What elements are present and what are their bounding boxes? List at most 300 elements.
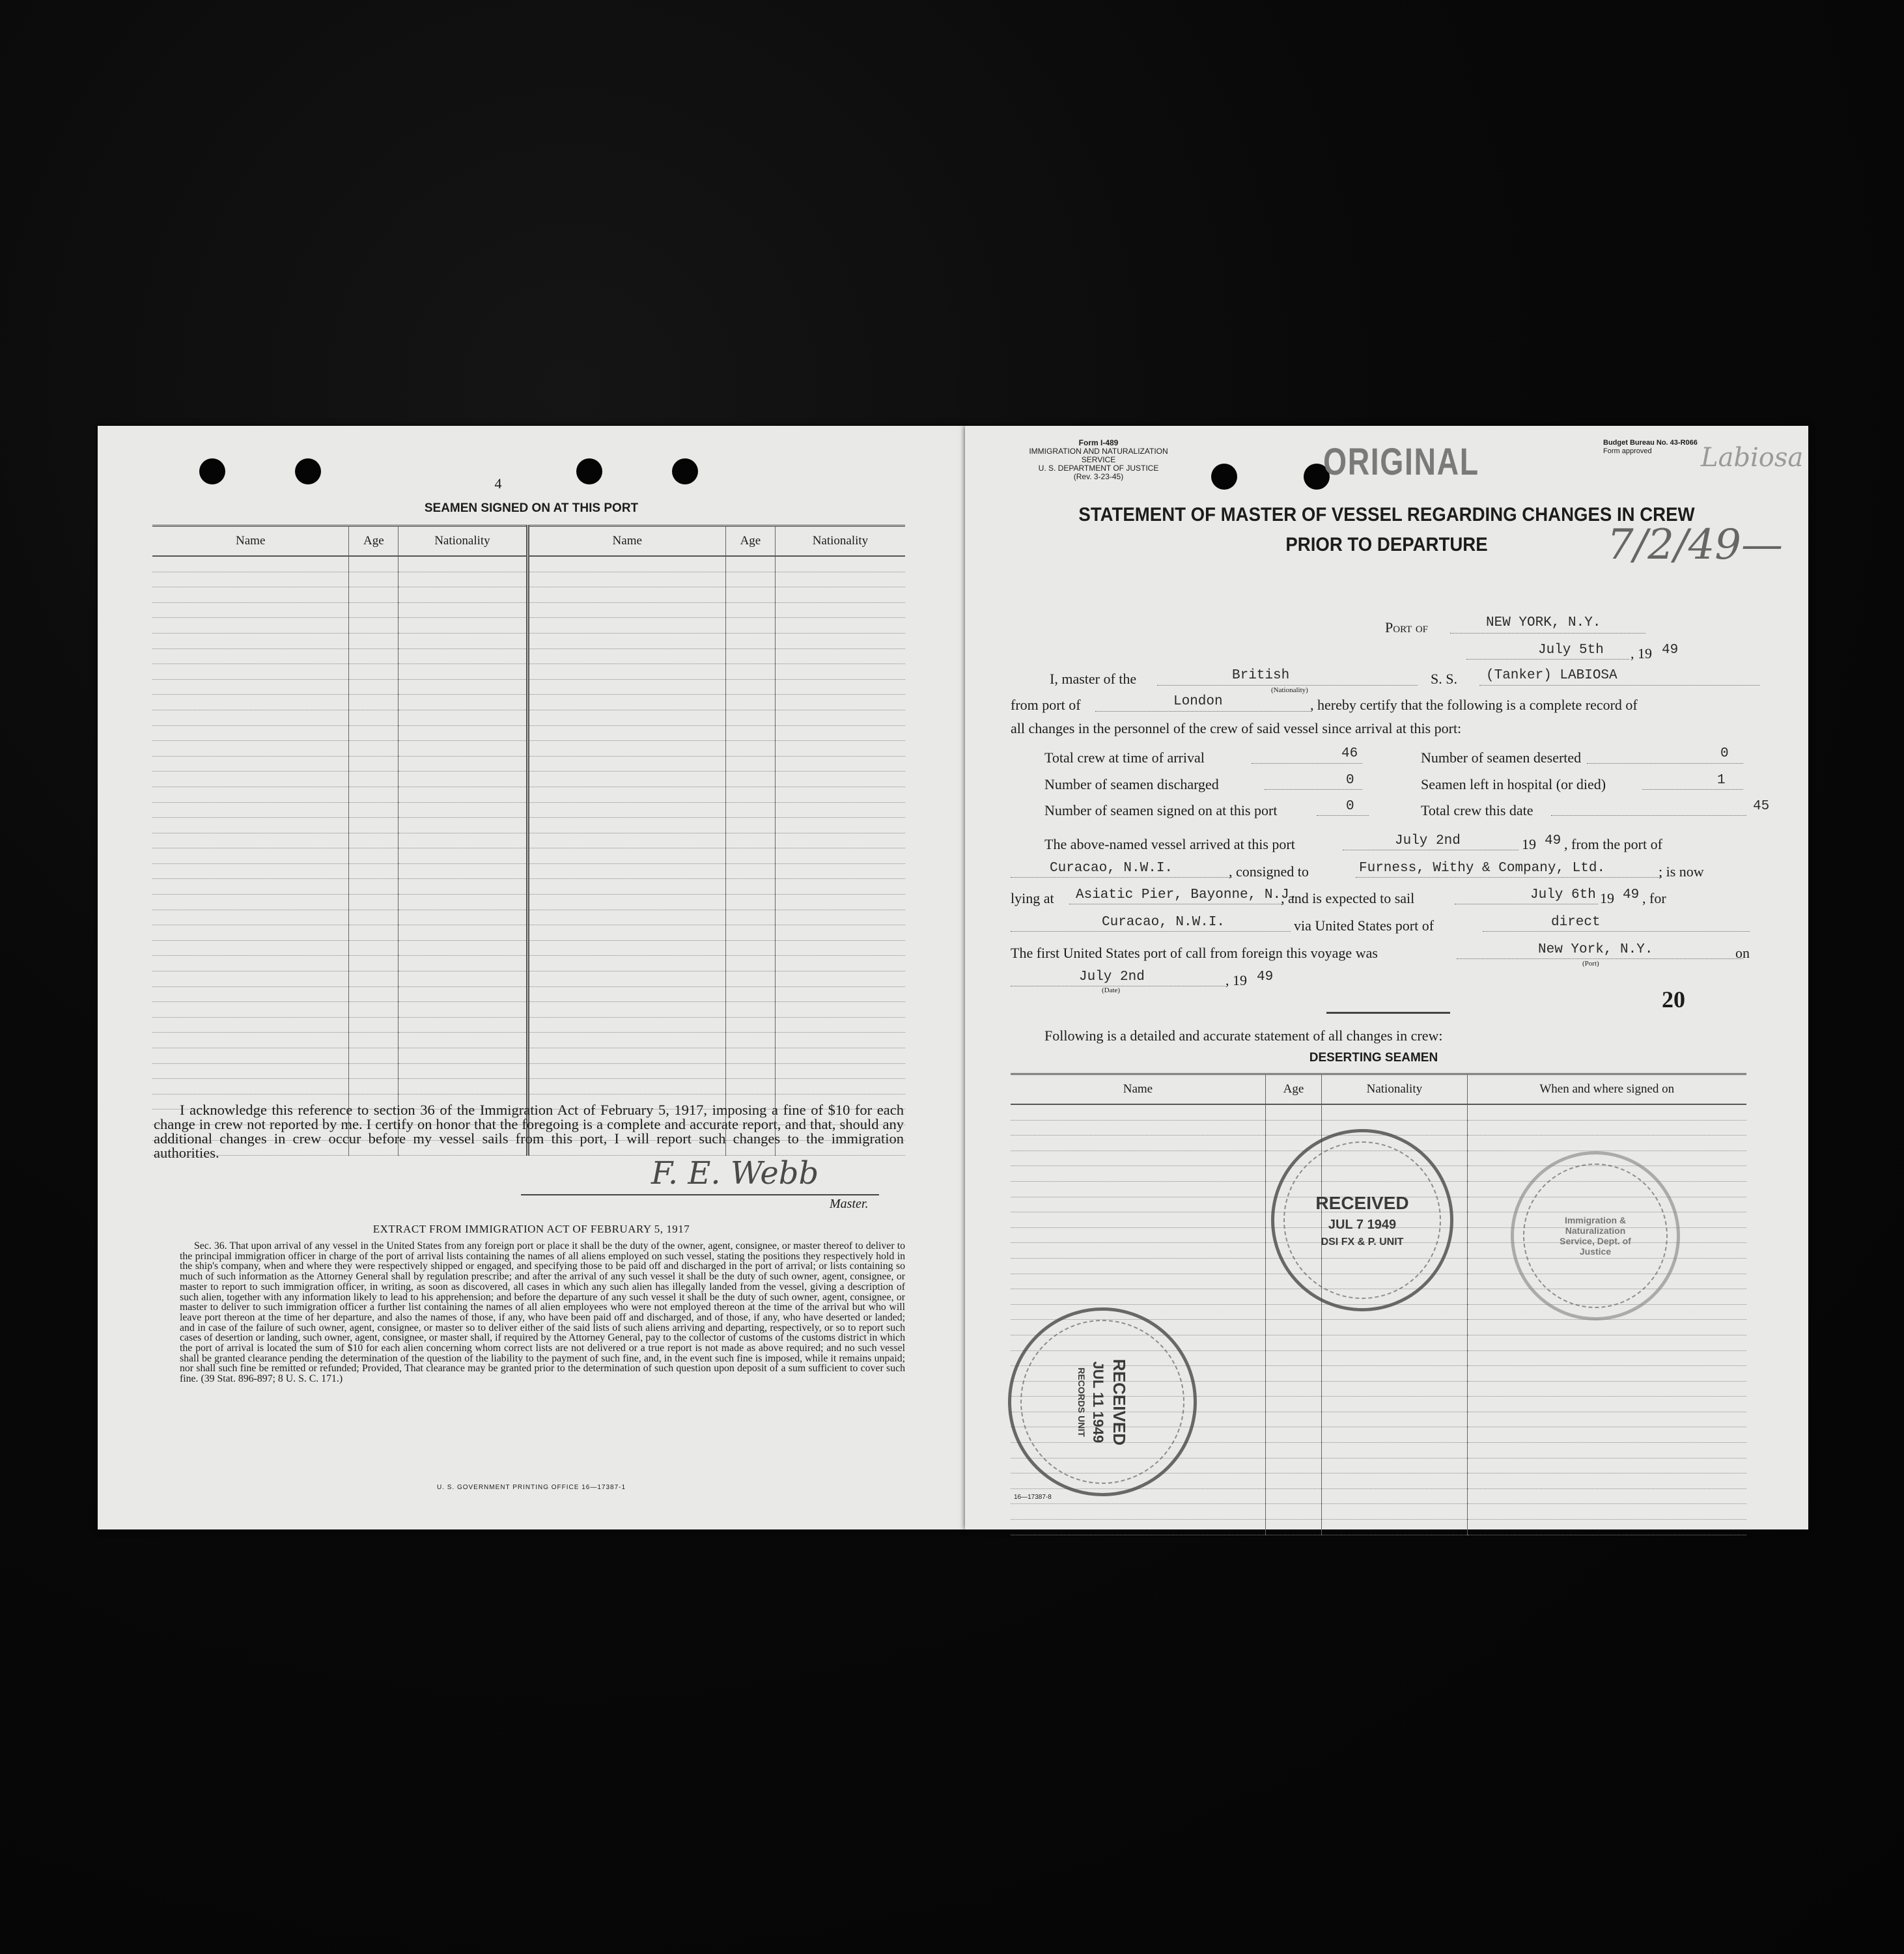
port-value: NEW YORK, N.Y. [1486, 615, 1601, 630]
table-cell [725, 1048, 775, 1064]
table-cell [775, 602, 905, 618]
table-cell [152, 848, 349, 864]
table-cell [349, 633, 399, 649]
table-cell [152, 1017, 349, 1033]
extract-text: Sec. 36. That upon arrival of any vessel in the United States from any foreign port or place it shall be the duty of the owner, agent, consignee, or master thereof to deliver to the principal immigration officer in charge of the port of arrival lists containing the names of all aliens employed on such vessel, stating the positions they respectively hold in the ship's company, when and where they were respectively shipped or engaged, and specifying those to be paid off and discharged in the port of arrival; or lists containing so much of such information as the Attorney General shall by regulation prescribe; and after the arrival of any such vessel it shall be the duty of such owner, agent, consignee, or master to report to such immigration officer, in writing, as soon as discovered, all cases in which any such alien has illegally landed from the vessel, giving a description of such alien, together with any information likely to lead to his apprehension; and before the departure of any such vessel it shall be the duty of such owner, agent, consignee, or master to deliver to such immigration officer a further list containing the names of all alien employees who were not employed thereon at the time of the arrival but who will leave port thereon at the time of her departure, and also the names of those, if any, who have been paid off and discharged, and of those, if any, who have deserted or landed; and in case of the failure of such owner, agent, consignee, or master so to deliver either of the said lists of such aliens arriving and departing, respectively, or so to report such cases of desertion or landing, such owner, agent, consignee, or master shall, if required by the Attorney General, pay to the collector of customs of the customs district in which the port of arrival is located the sum of $10 for each alien concerning whom correct lists are not delivered or a true report is not made as above required; and no such vessel shall be granted clearance pending the determination of the question of the liability to the payment of such fine, and, in the event such fine is imposed, while it remains unpaid; nor shall such fine be remitted or refunded; Provided, That clearance may be granted prior to the determination of such question upon deposit of a sum sufficient to cover such fine. (39 Stat. 896-897; 8 U. S. C. 171.) [180, 1240, 905, 1385]
table-cell [349, 741, 399, 757]
destination: Curacao, N.W.I. [1102, 915, 1225, 930]
table-cell [349, 1079, 399, 1095]
table-row [152, 833, 905, 848]
printing-code: 16—17387-8 [1014, 1494, 1052, 1501]
title-line1: STATEMENT OF MASTER OF VESSEL REGARDING CHANGES IN CREW [1078, 504, 1695, 525]
certify-text: , hereby certify that the following is a complete record of [1310, 697, 1638, 713]
table-cell [1011, 1120, 1265, 1136]
table-cell [775, 618, 905, 634]
table-cell [775, 787, 905, 802]
arrived-label: The above-named vessel arrived at this port [1044, 836, 1295, 852]
form-header [1017, 439, 1180, 481]
table-cell [349, 1048, 399, 1064]
table-cell [399, 848, 527, 864]
table-cell [775, 895, 905, 910]
column-header: Age [1265, 1074, 1321, 1105]
first-year: 49 [1257, 970, 1274, 984]
table-cell [1322, 1366, 1467, 1382]
table-cell [725, 787, 775, 802]
table-row [152, 802, 905, 818]
table-cell [527, 1033, 725, 1048]
table-cell [1011, 1181, 1265, 1197]
table-cell [1322, 1520, 1467, 1535]
table-cell [152, 818, 349, 833]
punch-hole [576, 458, 602, 484]
table-cell [349, 679, 399, 695]
punch-hole [199, 458, 225, 484]
table-cell [152, 986, 349, 1002]
column-header: When and where signed on [1467, 1074, 1746, 1105]
left-page [98, 426, 965, 1529]
table-cell [725, 572, 775, 587]
table-cell [1011, 1104, 1265, 1120]
table-cell [1265, 1350, 1321, 1366]
table-cell [349, 1063, 399, 1079]
table-cell [349, 756, 399, 772]
table-cell [399, 602, 527, 618]
table-cell [349, 802, 399, 818]
table-cell [775, 1079, 905, 1095]
table-cell [1265, 1412, 1321, 1427]
total-crew-date-label: Total crew this date [1421, 802, 1533, 818]
table-cell [349, 818, 399, 833]
table-cell [399, 679, 527, 695]
total-crew-date: 45 [1753, 799, 1770, 814]
table-cell [775, 971, 905, 987]
via-port: direct [1551, 915, 1601, 930]
table-cell [349, 971, 399, 987]
table-cell [1467, 1443, 1746, 1459]
table-cell [1467, 1136, 1746, 1151]
table-cell [152, 802, 349, 818]
nationality-value: British [1232, 668, 1290, 683]
table-cell [775, 633, 905, 649]
table-row [1011, 1520, 1746, 1535]
table-cell [1265, 1335, 1321, 1350]
stamp-records-date: JUL 11 1949 [1089, 1361, 1106, 1443]
table-cell [399, 1048, 527, 1064]
table-row [152, 986, 905, 1002]
table-cell [527, 1002, 725, 1018]
table-cell [349, 986, 399, 1002]
table-cell [725, 1033, 775, 1048]
table-row [152, 710, 905, 725]
lying-at-label: lying at [1011, 890, 1054, 906]
table-row [152, 787, 905, 802]
stamp-records-group [1076, 1359, 1128, 1445]
arrived-from-line [1011, 877, 1232, 878]
table-cell [527, 879, 725, 895]
table-row [152, 633, 905, 649]
table-row [152, 956, 905, 971]
consignee: Furness, Withy & Company, Ltd. [1359, 861, 1606, 876]
deserted-count: 0 [1720, 746, 1729, 761]
table-row [152, 910, 905, 925]
table-cell [775, 587, 905, 603]
table-row [152, 649, 905, 664]
table-cell [399, 787, 527, 802]
table-cell [399, 664, 527, 680]
table-cell [349, 587, 399, 603]
table-cell [527, 986, 725, 1002]
table-cell [1467, 1473, 1746, 1489]
table-cell [152, 1002, 349, 1018]
extract-title: EXTRACT FROM IMMIGRATION ACT OF FEBRUARY 5, 1917 [372, 1223, 690, 1235]
table-row [152, 863, 905, 879]
table-cell [527, 1079, 725, 1095]
table-cell [1265, 1304, 1321, 1320]
table-cell [775, 695, 905, 710]
stamp-ins-text: Immigration & Naturalization Service, Dept. of Justice [1560, 1215, 1631, 1257]
table-cell [725, 1063, 775, 1079]
date-year-prefix: , 19 [1631, 645, 1652, 662]
on-label: on [1735, 945, 1750, 961]
table-cell [399, 556, 527, 572]
table-cell [1265, 1488, 1321, 1504]
table-row [152, 1033, 905, 1048]
table-cell [1322, 1443, 1467, 1459]
handwritten-corner-note: Labiosa [1701, 443, 1804, 473]
table-cell [527, 772, 725, 787]
table-cell [349, 649, 399, 664]
first-port: New York, N.Y. [1538, 942, 1653, 957]
port-line [1450, 633, 1645, 634]
table-cell [1467, 1412, 1746, 1427]
budget-approval: Form approved [1603, 447, 1652, 455]
table-cell [1265, 1320, 1321, 1335]
table-cell [775, 848, 905, 864]
table-cell [1322, 1381, 1467, 1397]
table-cell [527, 756, 725, 772]
expected-label: , and is expected to sail [1281, 890, 1415, 906]
table-cell [1265, 1473, 1321, 1489]
table-cell [1011, 1212, 1265, 1228]
vessel-line [1479, 685, 1759, 686]
table-cell [1322, 1473, 1467, 1489]
table-row [152, 925, 905, 941]
table-cell [1322, 1350, 1467, 1366]
table-cell [152, 756, 349, 772]
table-cell [527, 741, 725, 757]
nationality-line [1157, 685, 1418, 686]
table-cell [775, 741, 905, 757]
table-cell [775, 556, 905, 572]
table-cell [1322, 1412, 1467, 1427]
table-cell [1467, 1381, 1746, 1397]
table-cell [349, 910, 399, 925]
ss-label: S. S. [1431, 671, 1457, 687]
table-cell [349, 925, 399, 941]
table-cell [725, 587, 775, 603]
table-cell [527, 802, 725, 818]
table-cell [725, 895, 775, 910]
table-cell [349, 602, 399, 618]
table-row [152, 725, 905, 741]
table-cell [725, 556, 775, 572]
from-port-line [1095, 711, 1310, 712]
table-cell [725, 1017, 775, 1033]
punch-hole [1211, 464, 1237, 490]
table-cell [399, 572, 527, 587]
table-cell [399, 818, 527, 833]
stamp-records-dept: RECORDS UNIT [1076, 1367, 1087, 1437]
hospital-label: Seamen left in hospital (or died) [1421, 776, 1606, 792]
table-cell [399, 1063, 527, 1079]
master-of-label: I, master of the [1050, 671, 1137, 687]
table-cell [725, 802, 775, 818]
from-port-label: from port of [1011, 697, 1081, 713]
table-cell [527, 956, 725, 971]
table-cell [775, 833, 905, 848]
following-text: Following is a detailed and accurate statement of all changes in crew: [1044, 1027, 1443, 1044]
discharged-label: Number of seamen discharged [1044, 776, 1219, 792]
table-cell [1265, 1458, 1321, 1473]
table-cell [152, 1048, 349, 1064]
table-cell [725, 986, 775, 1002]
table-cell [775, 1017, 905, 1033]
printing-office: U. S. GOVERNMENT PRINTING OFFICE 16—17387-1 [436, 1484, 626, 1491]
table-cell [775, 1002, 905, 1018]
table-row [152, 1079, 905, 1095]
received-stamp [1271, 1129, 1453, 1311]
table-cell [152, 787, 349, 802]
table-cell [349, 695, 399, 710]
table-cell [725, 848, 775, 864]
table-cell [349, 940, 399, 956]
revision: (Rev. 3-23-45) [1073, 472, 1124, 481]
arrived-date: July 2nd [1395, 833, 1461, 848]
table-cell [152, 725, 349, 741]
table-cell [775, 679, 905, 695]
table-cell [399, 772, 527, 787]
stamp-received-label: RECEIVED [1315, 1192, 1409, 1213]
sheet-number: 20 [1662, 986, 1685, 1012]
changes-text: all changes in the personnel of the crew of said vessel since arrival at this port: [1011, 720, 1462, 736]
table-cell [1265, 1366, 1321, 1382]
table-cell [725, 649, 775, 664]
table-cell [775, 956, 905, 971]
title-line2: PRIOR TO DEPARTURE [1285, 534, 1488, 555]
table-cell [725, 863, 775, 879]
consigned-label: , consigned to [1229, 863, 1309, 880]
dot-leader [1551, 815, 1746, 816]
table-cell [399, 695, 527, 710]
table-cell [349, 833, 399, 848]
table-cell [527, 971, 725, 987]
table-cell [725, 1002, 775, 1018]
table-row [1011, 1104, 1746, 1120]
table-cell [1467, 1427, 1746, 1443]
table-cell [152, 572, 349, 587]
date-year: 49 [1662, 643, 1679, 658]
table-cell [399, 1079, 527, 1095]
table-cell [1322, 1427, 1467, 1443]
table-row [152, 1002, 905, 1018]
column-header: Name [152, 526, 349, 557]
table-cell [349, 879, 399, 895]
table-cell [399, 587, 527, 603]
table-cell [152, 863, 349, 879]
table-cell [152, 895, 349, 910]
table-cell [775, 649, 905, 664]
table-row [152, 971, 905, 987]
table-row [152, 572, 905, 587]
destination-line [1011, 931, 1291, 932]
column-header: Nationality [775, 526, 905, 557]
table-cell [399, 910, 527, 925]
table-cell [1265, 1381, 1321, 1397]
table-cell [152, 879, 349, 895]
records-stamp [1008, 1307, 1197, 1496]
table-cell [527, 710, 725, 725]
table-row [152, 664, 905, 680]
table-cell [1011, 1289, 1265, 1305]
table-cell [349, 1033, 399, 1048]
table-cell [527, 848, 725, 864]
table-cell [725, 833, 775, 848]
table-cell [527, 664, 725, 680]
table-row [152, 1063, 905, 1079]
table-cell [349, 787, 399, 802]
table-cell [775, 1048, 905, 1064]
table-cell [399, 940, 527, 956]
table-cell [1467, 1320, 1746, 1335]
table-cell [775, 725, 905, 741]
first-year-prefix: , 19 [1225, 972, 1247, 988]
handwritten-date: 7/2/49— [1607, 521, 1783, 569]
table-cell [527, 833, 725, 848]
table-cell [399, 649, 527, 664]
table-cell [725, 633, 775, 649]
column-header: Age [725, 526, 775, 557]
table-cell [399, 863, 527, 879]
first-port-line [1457, 958, 1743, 959]
column-header: Age [349, 526, 399, 557]
table-row [152, 1017, 905, 1033]
table-cell [725, 741, 775, 757]
page-number: 4 [494, 475, 502, 492]
table-cell [725, 818, 775, 833]
table-row [152, 602, 905, 618]
discharged-count: 0 [1346, 773, 1354, 788]
table-cell [527, 863, 725, 879]
first-date: July 2nd [1079, 970, 1145, 984]
table-row [152, 879, 905, 895]
arrived-year: 49 [1545, 833, 1561, 848]
master-signature: F. E. Webb [651, 1155, 819, 1192]
signed-on-count: 0 [1346, 799, 1354, 814]
table-cell [775, 1033, 905, 1048]
table-cell [1322, 1458, 1467, 1473]
deserting-title: DESERTING SEAMEN [1309, 1051, 1438, 1065]
table-cell [725, 725, 775, 741]
table-cell [152, 695, 349, 710]
dot-leader [1317, 815, 1369, 816]
table-cell [399, 741, 527, 757]
nationality-caption: (Nationality) [1271, 686, 1308, 694]
table-cell [1467, 1350, 1746, 1366]
port-caption: (Port) [1582, 960, 1599, 968]
column-header: Nationality [399, 526, 527, 557]
table-cell [349, 725, 399, 741]
table-cell [349, 556, 399, 572]
table-cell [1467, 1335, 1746, 1350]
table-row [152, 756, 905, 772]
table-cell [399, 710, 527, 725]
punch-hole [295, 458, 321, 484]
table-cell [725, 910, 775, 925]
table-cell [1011, 1274, 1265, 1289]
table-cell [399, 956, 527, 971]
table-cell [1467, 1458, 1746, 1473]
table-cell [775, 863, 905, 879]
table-cell [1265, 1427, 1321, 1443]
table-cell [349, 664, 399, 680]
table-cell [349, 618, 399, 634]
table-cell [775, 910, 905, 925]
stamp-received-dept: DSI FX & P. UNIT [1321, 1236, 1404, 1248]
table-cell [775, 772, 905, 787]
date-line [1466, 659, 1629, 660]
table-cell [725, 940, 775, 956]
table-cell [349, 895, 399, 910]
table-cell [725, 879, 775, 895]
year-prefix: 19 [1600, 890, 1614, 906]
table-cell [1011, 1520, 1265, 1535]
table-cell [152, 556, 349, 572]
table-cell [152, 925, 349, 941]
table-cell [1322, 1104, 1467, 1120]
table-cell [1467, 1397, 1746, 1412]
table-cell [399, 1033, 527, 1048]
date-value: July 5th [1538, 643, 1604, 658]
section-title: SEAMEN SIGNED ON AT THIS PORT [424, 501, 639, 515]
table-row [152, 1048, 905, 1064]
table-cell [725, 756, 775, 772]
table-cell [1011, 1243, 1265, 1259]
table-cell [1322, 1488, 1467, 1504]
table-cell [349, 572, 399, 587]
table-cell [152, 741, 349, 757]
table-cell [775, 664, 905, 680]
table-row [152, 772, 905, 787]
table-cell [1265, 1104, 1321, 1120]
table-cell [349, 848, 399, 864]
table-cell [152, 1063, 349, 1079]
table-cell [775, 879, 905, 895]
table-cell [1467, 1120, 1746, 1136]
first-port-label: The first United States port of call from foreign this voyage was [1011, 945, 1378, 961]
table-cell [527, 725, 725, 741]
table-row [152, 940, 905, 956]
table-cell [1011, 1151, 1265, 1166]
table-cell [1265, 1443, 1321, 1459]
table-cell [775, 940, 905, 956]
vessel-value: (Tanker) LABIOSA [1486, 668, 1617, 683]
table-row [152, 587, 905, 603]
table-cell [775, 572, 905, 587]
is-now-label: ; is now [1659, 863, 1704, 880]
table-cell [152, 649, 349, 664]
table-cell [349, 710, 399, 725]
master-label: Master. [830, 1197, 869, 1211]
